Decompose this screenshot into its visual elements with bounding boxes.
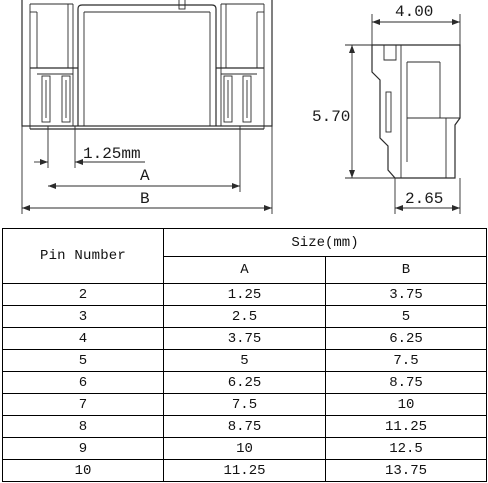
front-view-dimensions [22, 126, 272, 214]
pin-count-cell: 7 [3, 394, 164, 416]
dim-b-label: B [140, 190, 150, 208]
depth-dimension-label: 2.65 [405, 190, 444, 208]
size-a-cell: 3.75 [164, 328, 326, 350]
width-dimension-label: 4.00 [395, 3, 434, 21]
height-dimension-label: 5.70 [312, 108, 351, 126]
table-row [3, 284, 487, 306]
table-row [3, 328, 487, 350]
size-b-cell: 10 [326, 394, 487, 416]
connector-technical-drawing [0, 0, 488, 224]
size-b-cell: 11.25 [326, 416, 487, 438]
side-view-outline [372, 45, 460, 178]
size-a-cell: 8.75 [164, 416, 326, 438]
pin-count-cell: 8 [3, 416, 164, 438]
column-b-header: B [326, 257, 487, 284]
side-view-pin-contact [386, 92, 391, 132]
front-view-right-latch [216, 4, 264, 126]
size-b-cell: 5 [326, 306, 487, 328]
front-view-outer-body [22, 0, 272, 126]
pin-count-cell: 6 [3, 372, 164, 394]
size-a-cell: 2.5 [164, 306, 326, 328]
size-b-cell: 12.5 [326, 438, 487, 460]
pin-count-cell: 10 [3, 460, 164, 482]
pitch-dimension-label: 1.25mm [83, 145, 141, 163]
pin-number-header: Pin Number [3, 229, 164, 284]
table-row [3, 350, 487, 372]
pin-count-cell: 4 [3, 328, 164, 350]
table-row [3, 438, 487, 460]
connector-side-view [372, 45, 460, 178]
size-b-cell: 3.75 [326, 284, 487, 306]
size-a-cell: 6.25 [164, 372, 326, 394]
pin-size-table [2, 228, 487, 482]
size-a-cell: 1.25 [164, 284, 326, 306]
size-a-cell: 7.5 [164, 394, 326, 416]
size-b-cell: 13.75 [326, 460, 487, 482]
table-header-row [3, 229, 487, 257]
table-row [3, 394, 487, 416]
size-b-cell: 7.5 [326, 350, 487, 372]
pin-count-cell: 5 [3, 350, 164, 372]
side-view-latch-notch [384, 45, 396, 60]
table-row [3, 416, 487, 438]
front-view-left-latch [30, 4, 78, 126]
table-row [3, 306, 487, 328]
size-a-cell: 10 [164, 438, 326, 460]
size-header: Size(mm) [164, 229, 487, 257]
front-view-center-housing [78, 0, 216, 126]
table-row [3, 460, 487, 482]
size-b-cell: 8.75 [326, 372, 487, 394]
pin-count-cell: 3 [3, 306, 164, 328]
dim-a-label: A [140, 167, 150, 185]
pin-count-cell: 9 [3, 438, 164, 460]
pin-count-cell: 2 [3, 284, 164, 306]
size-a-cell: 5 [164, 350, 326, 372]
size-a-cell: 11.25 [164, 460, 326, 482]
size-b-cell: 6.25 [326, 328, 487, 350]
table-row [3, 372, 487, 394]
connector-front-view [22, 0, 272, 129]
column-a-header: A [164, 257, 326, 284]
